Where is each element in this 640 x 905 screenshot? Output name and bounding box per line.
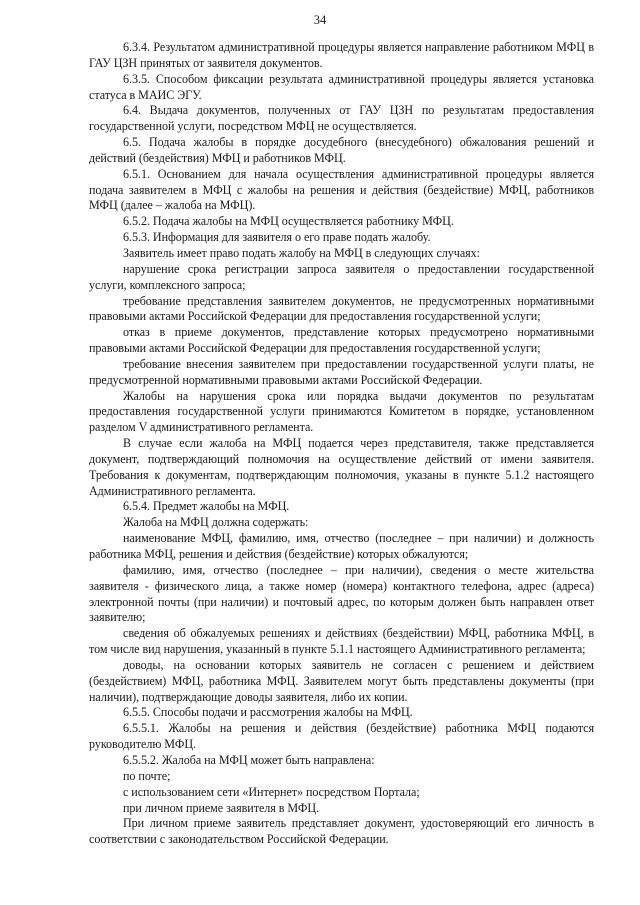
paragraph-6-5-3: 6.5.3. Информация для заявителя о его праве подать жалобу.: [123, 230, 431, 245]
paragraph-6-3-4: 6.3.4. Результатом административной процедуры является направление работником МФЦ в ГАУ ЦЗН принятых от заявителя документов.: [89, 40, 594, 70]
list-item-method: с использованием сети «Интернет» посредством Портала;: [123, 784, 420, 799]
list-item-case: требование внесения заявителем при предоставлении государственной услуги платы, не предусмотренной нормативными правовыми актами Российской Федерации.: [89, 356, 594, 387]
list-item-method: по почте;: [123, 768, 171, 783]
list-item-content: наименование МФЦ, фамилию, имя, отчество (последнее – при наличии) и должность работника МФЦ, решения и действия (бездействие) которых обжалуются;: [89, 531, 594, 561]
paragraph-6-5: 6.5. Подача жалобы в порядке досудебного (внесудебного) обжалования решений и действий (бездействия) МФЦ и работников МФЦ.: [89, 135, 594, 165]
list-item-case: нарушение срока регистрации запроса заявителя о предоставлении государственной услуги, комплексного запроса;: [89, 261, 594, 292]
list-item-case: требование представления заявителем документов, не предусмотренных нормативными правовыми актами Российской Федерации для предоставления государственной услуги;: [89, 293, 594, 324]
paragraph-6-5-5-2: 6.5.5.2. Жалоба на МФЦ может быть направлена:: [123, 752, 375, 767]
paragraph-complaint-contents-intro: Жалоба на МФЦ должна содержать:: [123, 515, 309, 530]
list-item-content: фамилию, имя, отчество (последнее – при наличии), сведения о месте жительства заявителя - физического лица, а также номер (номера) контактного телефона, адрес (адреса) электронной почты (при наличии) и почтовый адрес, по которым должен быть направлен ответ заявителю;: [89, 562, 594, 625]
paragraph-complaints-committee: Жалобы на нарушения срока или порядка выдачи документов по результатам предоставления государственной услуги принимаются Комитетом в порядке, установленном разделом V административного регламента.: [89, 388, 594, 435]
page-number: 34: [313, 13, 327, 27]
list-item-content: доводы, на основании которых заявитель не согласен с решением и действием (бездействием) МФЦ, работника МФЦ. Заявителем могут быть представлены документы (при наличии), подтверждающие доводы заявителя, либо их копии.: [89, 657, 594, 704]
list-item-case: отказ в приеме документов, представление которых предусмотрено нормативными правовыми актами Российской Федерации для предоставления государственной услуги;: [89, 325, 594, 356]
paragraph-complaint-cases-intro: Заявитель имеет право подать жалобу на МФЦ в следующих случаях:: [123, 245, 480, 260]
paragraph-6-3-5: 6.3.5. Способом фиксации результата административной процедуры является установка статуса в МАИС ЭГУ.: [89, 71, 594, 102]
paragraph-6-5-2: 6.5.2. Подача жалобы на МФЦ осуществляется работнику МФЦ.: [123, 214, 454, 229]
document-body: [89, 40, 594, 848]
paragraph-6-5-5-1: 6.5.5.1. Жалобы на решения и действия (бездействие) работника МФЦ подаются руководителю МФЦ.: [89, 721, 594, 752]
paragraph-6-4: 6.4. Выдача документов, полученных от ГАУ ЦЗН по результатам предоставления государственной услуги, посредством МФЦ не осуществляется.: [89, 103, 594, 134]
paragraph-6-5-1: 6.5.1. Основанием для начала осуществления административной процедуры является подача заявителем в МФЦ с жалобы на решения и действия (бездействие) МФЦ, работников МФЦ (далее – жалоба на МФЦ).: [89, 166, 594, 213]
paragraph-representative: В случае если жалоба на МФЦ подается через представителя, также представляется документ, подтверждающий полномочия на осуществление действий от имени заявителя. Требования к документам, подтверждающим полномочия, указаны в пункте 5.1.2 настоящего Административного регламента.: [89, 436, 594, 498]
paragraph-personal-reception: При личном приеме заявитель представляет документ, удостоверяющий его личность в соответствии с законодательством Российской Федерации.: [89, 816, 594, 847]
paragraph-6-5-5: 6.5.5. Способы подачи и рассмотрения жалобы на МФЦ.: [123, 705, 413, 720]
list-item-method: при личном приеме заявителя в МФЦ.: [123, 800, 320, 815]
list-item-content: сведения об обжалуемых решениях и действиях (бездействии) МФЦ, работника МФЦ, в том числе вид нарушения, указанный в пункте 5.1.1 настоящего Административного регламента;: [89, 626, 594, 657]
paragraph-6-5-4: 6.5.4. Предмет жалобы на МФЦ.: [123, 499, 290, 514]
